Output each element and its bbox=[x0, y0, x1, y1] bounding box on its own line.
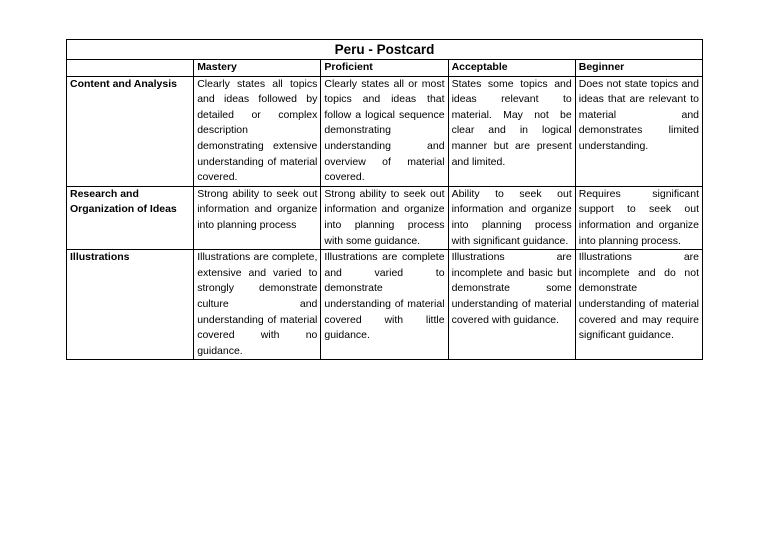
rubric-row-research-organization bbox=[67, 186, 703, 249]
criterion-label: Content and Analysis bbox=[67, 76, 194, 186]
rubric-title: Peru - Postcard bbox=[67, 40, 703, 60]
descriptor-cell: Ability to seek out information and organize into planning process with significant guidance. bbox=[448, 186, 575, 249]
descriptor-cell: States some topics and ideas relevant to material. May not be clear and in logical manner but are present and limited. bbox=[448, 76, 575, 186]
title-row bbox=[67, 40, 703, 60]
level-header-beginner: Beginner bbox=[575, 60, 702, 77]
rubric-row-illustrations bbox=[67, 250, 703, 360]
descriptor-cell: Strong ability to seek out information and organize into planning process bbox=[194, 186, 321, 249]
level-header-proficient: Proficient bbox=[321, 60, 448, 77]
descriptor-cell: Requires significant support to seek out information and organize into planning process. bbox=[575, 186, 702, 249]
level-header-mastery: Mastery bbox=[194, 60, 321, 77]
criterion-label: Research and Organization of Ideas bbox=[67, 186, 194, 249]
criterion-header bbox=[67, 60, 194, 77]
descriptor-cell: Clearly states all or most topics and ideas that follow a logical sequence demonstrating understanding and overview of material covered. bbox=[321, 76, 448, 186]
descriptor-cell: Strong ability to seek out information and organize into planning process with some guidance. bbox=[321, 186, 448, 249]
descriptor-cell: Does not state topics and ideas that are relevant to material and demonstrates limited understanding. bbox=[575, 76, 702, 186]
level-header-acceptable: Acceptable bbox=[448, 60, 575, 77]
descriptor-cell: Illustrations are incomplete and basic but demonstrate some understanding of material covered with guidance. bbox=[448, 250, 575, 360]
descriptor-cell: Illustrations are complete, extensive and varied to strongly demonstrate culture and understanding of material covered with no guidance. bbox=[194, 250, 321, 360]
descriptor-cell: Illustrations are complete and varied to demonstrate understanding of material covered with little guidance. bbox=[321, 250, 448, 360]
descriptor-cell: Illustrations are incomplete and do not demonstrate understanding of material covered and may require significant guidance. bbox=[575, 250, 702, 360]
criterion-label: Illustrations bbox=[67, 250, 194, 360]
rubric-table bbox=[66, 39, 703, 360]
rubric-row-content-analysis bbox=[67, 76, 703, 186]
descriptor-cell: Clearly states all topics and ideas followed by detailed or complex description demonstrating extensive understanding of material covered. bbox=[194, 76, 321, 186]
header-row bbox=[67, 60, 703, 77]
